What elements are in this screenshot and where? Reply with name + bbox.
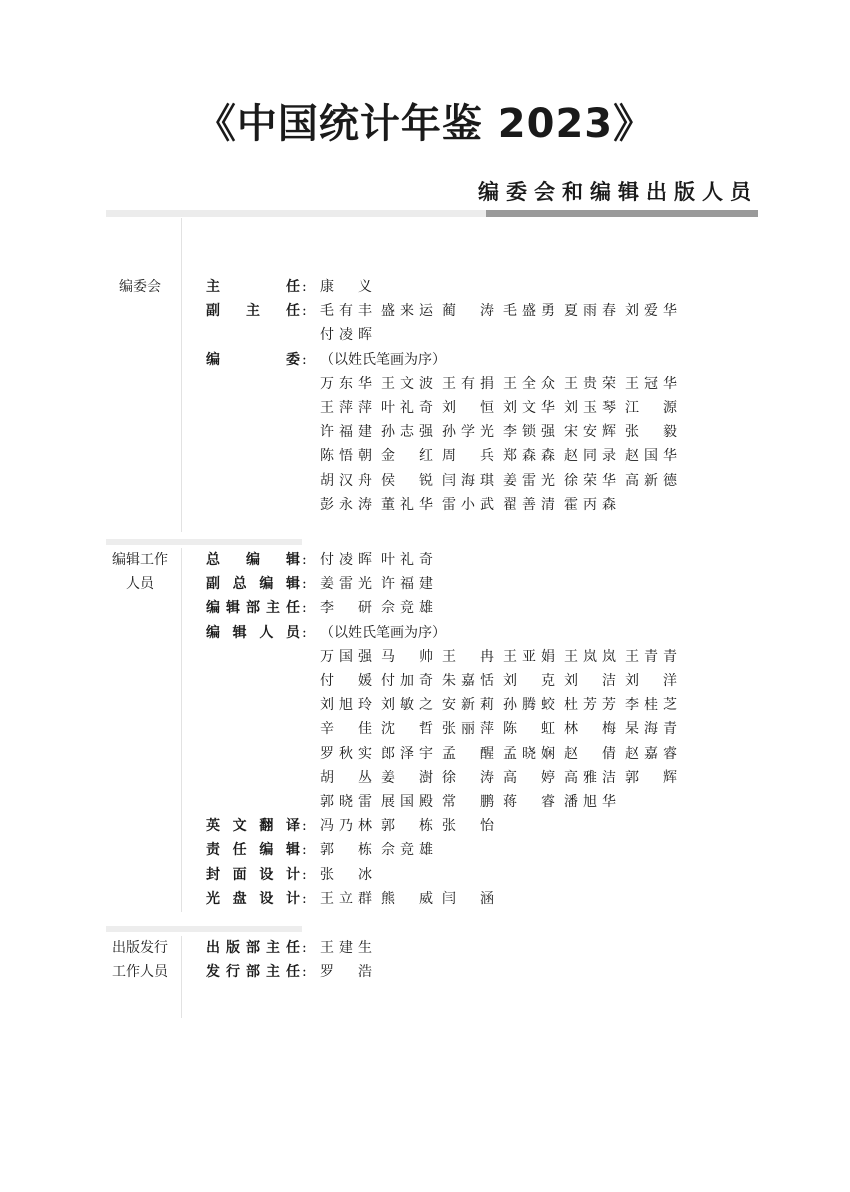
ordering-note: （以姓氏笔画为序）: [320, 351, 446, 368]
person-name: 王岚岚: [564, 648, 616, 665]
name-row: [320, 814, 503, 838]
name-row: [320, 372, 686, 396]
role-colon: :: [302, 890, 307, 907]
person-name: 罗秋实: [320, 745, 372, 762]
person-name: 刘旭玲: [320, 697, 372, 714]
person-name: 刘玉琴: [564, 400, 616, 416]
person-name: 雷小武: [442, 496, 494, 513]
role-colon: :: [302, 964, 307, 981]
section-label: [100, 275, 180, 299]
person-name: 李研: [320, 600, 372, 617]
name-row: [320, 936, 381, 960]
person-name: 许福建: [381, 576, 433, 593]
person-name: 李桂芝: [625, 697, 677, 714]
name-row: [320, 669, 686, 693]
person-name: 孟醒: [442, 745, 494, 762]
name-row: [320, 960, 381, 984]
header-rule-light: [106, 210, 486, 217]
person-name: 彭永涛: [320, 496, 372, 513]
role-label: 责任编辑: [206, 842, 300, 859]
name-row: [320, 299, 686, 323]
person-name: 刘洋: [625, 673, 677, 689]
role-colon: :: [302, 351, 307, 368]
person-name: 姜澍: [381, 769, 433, 786]
role-label: 主任: [206, 279, 300, 295]
person-name: 徐涛: [442, 769, 494, 786]
person-name: 陈虹: [503, 721, 555, 738]
person-name: 付媛: [320, 673, 372, 689]
role-label: 副总编辑: [206, 576, 300, 593]
person-name: 熊威: [381, 890, 433, 907]
person-name: 王全众: [503, 375, 555, 392]
column-divider: [181, 548, 182, 912]
section-label-line: 人员: [126, 576, 154, 592]
person-name: 盛来运: [381, 303, 433, 320]
name-row: [320, 444, 686, 468]
role-label: 副主任: [206, 303, 300, 320]
person-name: 金红: [381, 448, 433, 465]
person-name: 孙志强: [381, 424, 433, 441]
person-name: 闫海琪: [442, 472, 494, 489]
person-name: 孙腾蛟: [503, 697, 555, 714]
person-name: 姜雷光: [320, 576, 372, 593]
person-name: 朱嘉恬: [442, 673, 494, 689]
person-name: 王文波: [381, 375, 433, 392]
person-name: 佘竞雄: [381, 842, 433, 859]
person-name: 马帅: [381, 648, 433, 665]
person-name: 叶礼奇: [381, 400, 433, 416]
person-name: 佘竞雄: [381, 600, 433, 617]
person-name: 郭辉: [625, 769, 677, 786]
person-name: 万东华: [320, 375, 372, 392]
section-separator: [106, 926, 302, 932]
person-name: 江源: [625, 400, 677, 416]
name-row: [320, 469, 686, 493]
person-name: 徐荣华: [564, 472, 616, 489]
name-row: [320, 420, 686, 444]
ordering-note: （以姓氏笔画为序）: [320, 624, 446, 641]
person-name: 刘恒: [442, 400, 494, 416]
person-name: 陈悟朝: [320, 448, 372, 465]
person-name: 许福建: [320, 424, 372, 441]
name-row: [320, 572, 442, 596]
role-colon: :: [302, 818, 307, 835]
person-name: 胡丛: [320, 769, 372, 786]
person-name: 赵国华: [625, 448, 677, 465]
person-name: 毛盛勇: [503, 303, 555, 320]
person-name: 康义: [320, 279, 372, 295]
person-name: 姜雷光: [503, 472, 555, 489]
name-row: [320, 742, 686, 766]
person-name: 王冉: [442, 648, 494, 665]
person-name: 胡汉舟: [320, 472, 372, 489]
name-row: [320, 396, 686, 420]
person-name: 王冠华: [625, 375, 677, 392]
person-name: 高雅洁: [564, 769, 616, 786]
name-row: [320, 323, 381, 347]
person-name: 杜芳芳: [564, 697, 616, 714]
name-row: [320, 548, 442, 572]
role-colon: :: [302, 866, 307, 883]
person-name: 刘敏之: [381, 697, 433, 714]
person-name: 付凌晖: [320, 552, 372, 568]
person-name: 孙学光: [442, 424, 494, 441]
section-label: [100, 548, 180, 596]
role-colon: :: [302, 940, 307, 956]
person-name: 王贵荣: [564, 375, 616, 392]
person-name: 郎泽宇: [381, 745, 433, 762]
role-label: 编辑部主任: [206, 600, 300, 617]
person-name: 付加奇: [381, 673, 433, 689]
person-name: 林梅: [564, 721, 616, 738]
role-label: 发行部主任: [206, 964, 300, 981]
name-row: [320, 493, 625, 517]
person-name: 张丽萍: [442, 721, 494, 738]
name-row: [320, 645, 686, 669]
section-label-line: 工作人员: [112, 964, 168, 980]
role-colon: :: [302, 576, 307, 593]
person-name: 毛有丰: [320, 303, 372, 320]
person-name: 王立群: [320, 890, 372, 907]
person-name: 郭栋: [320, 842, 372, 859]
name-row: [320, 717, 686, 741]
person-name: 刘爱华: [625, 303, 677, 320]
person-name: 宋安辉: [564, 424, 616, 441]
person-name: 罗浩: [320, 964, 372, 981]
role-label: 总编辑: [206, 552, 300, 568]
person-name: 辛佳: [320, 721, 372, 738]
person-name: 王有捐: [442, 375, 494, 392]
name-row: [320, 887, 503, 911]
person-name: 潘旭华: [564, 794, 616, 810]
person-name: 常鹏: [442, 794, 494, 810]
person-name: 张怡: [442, 818, 494, 835]
person-name: 王亚娟: [503, 648, 555, 665]
person-name: 郑森森: [503, 448, 555, 465]
person-name: 翟善清: [503, 496, 555, 513]
name-row: [320, 275, 381, 299]
name-row: [320, 596, 442, 620]
role-label: 编委: [206, 351, 300, 368]
person-name: 夏雨春: [564, 303, 616, 320]
person-name: 高新德: [625, 472, 677, 489]
role-label: 出版部主任: [206, 940, 300, 956]
section-label: [100, 936, 180, 984]
person-name: 蒋睿: [503, 794, 555, 810]
page-title: 《中国统计年鉴 2023》: [195, 101, 655, 147]
section-label-line: 编辑工作: [112, 552, 168, 568]
role-label: 封面设计: [206, 866, 300, 883]
person-name: 高婷: [503, 769, 555, 786]
person-name: 王青青: [625, 648, 677, 665]
name-row: [320, 838, 442, 862]
page-subtitle: 编委会和编辑出版人员: [478, 179, 758, 204]
person-name: 郭晓雷: [320, 794, 372, 810]
role-colon: :: [302, 279, 307, 295]
person-name: 万国强: [320, 648, 372, 665]
person-name: 孟晓娴: [503, 745, 555, 762]
person-name: 沈哲: [381, 721, 433, 738]
role-colon: :: [302, 624, 307, 641]
person-name: 周兵: [442, 448, 494, 465]
person-name: 赵同录: [564, 448, 616, 465]
person-name: 霍丙森: [564, 496, 616, 513]
person-name: 刘文华: [503, 400, 555, 416]
person-name: 郭栋: [381, 818, 433, 835]
person-name: 叶礼奇: [381, 552, 433, 568]
person-name: 李锁强: [503, 424, 555, 441]
person-name: 刘洁: [564, 673, 616, 689]
person-name: 王建生: [320, 940, 372, 956]
person-name: 赵嘉睿: [625, 745, 677, 762]
person-name: 张毅: [625, 424, 677, 441]
person-name: 闫涵: [442, 890, 494, 907]
person-name: 刘克: [503, 673, 555, 689]
person-name: 杲海青: [625, 721, 677, 738]
role-label: 光盘设计: [206, 890, 300, 907]
column-divider: [181, 936, 182, 1018]
person-name: 王萍萍: [320, 400, 372, 416]
name-row: [320, 766, 686, 790]
header-rule-dark: [486, 210, 758, 217]
role-colon: :: [302, 600, 307, 617]
name-row: [320, 693, 686, 717]
person-name: 蔺涛: [442, 303, 494, 320]
section-label-line: 出版发行: [112, 940, 168, 956]
role-label: 编辑人员: [206, 624, 300, 641]
person-name: 张冰: [320, 866, 372, 883]
person-name: 付凌晖: [320, 327, 372, 344]
role-colon: :: [302, 842, 307, 859]
section-label-line: 编委会: [119, 279, 161, 295]
person-name: 赵倩: [564, 745, 616, 762]
section-separator: [106, 539, 302, 545]
role-colon: :: [302, 303, 307, 320]
person-name: 冯乃林: [320, 818, 372, 835]
person-name: 安新莉: [442, 697, 494, 714]
name-row: [320, 790, 625, 814]
person-name: 侯锐: [381, 472, 433, 489]
person-name: 展国殿: [381, 794, 433, 810]
role-label: 英文翻译: [206, 818, 300, 835]
role-colon: :: [302, 552, 307, 568]
person-name: 董礼华: [381, 496, 433, 513]
column-divider: [181, 218, 182, 532]
name-row: [320, 863, 381, 887]
